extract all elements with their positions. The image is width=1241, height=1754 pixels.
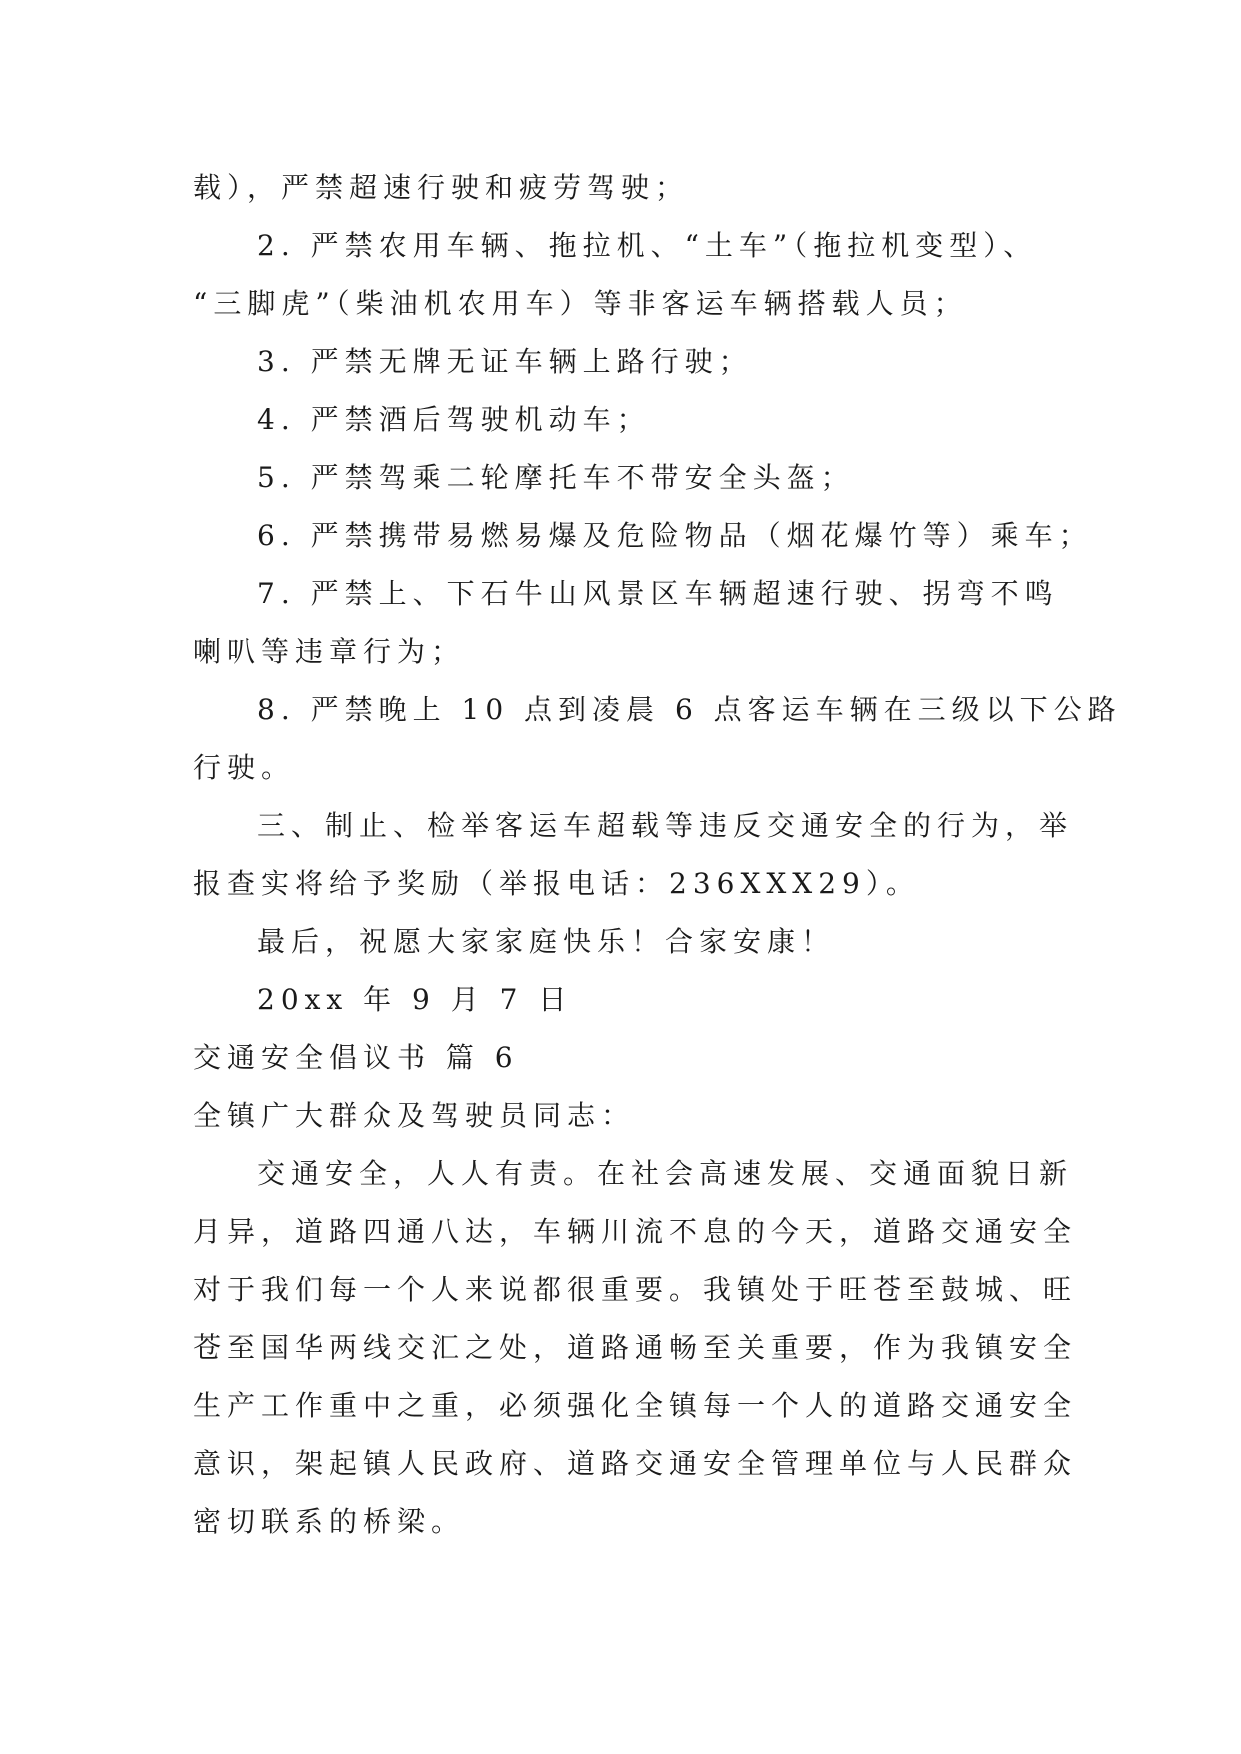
section-three-paragraph: 三、制止、检举客运车超载等违反交通安全的行为，举	[257, 809, 1074, 842]
body-paragraph-line: 生产工作重中之重，必须强化全镇每一个人的道路交通安全	[193, 1389, 1078, 1422]
body-paragraph-line: 月异，道路四通八达，车辆川流不息的今天，道路交通安全	[193, 1215, 1078, 1248]
text-line: 载），严禁超速行驶和疲劳驾驶；	[193, 171, 690, 204]
text-line: “三脚虎”（柴油机农用车）等非客运车辆搭载人员；	[193, 287, 968, 320]
text-line: 行驶。	[193, 751, 296, 784]
list-item-8: 8. 严禁晚上 10 点到凌晨 6 点客运车辆在三级以下公路	[257, 693, 1122, 726]
text-line: 报查实将给予奖励（举报电话：236XXX29）。	[193, 867, 920, 900]
list-item-7: 7. 严禁上、下石牛山风景区车辆超速行驶、拐弯不鸣	[257, 577, 1059, 610]
body-paragraph-line: 对于我们每一个人来说都很重要。我镇处于旺苍至鼓城、旺	[193, 1273, 1078, 1306]
list-item-3: 3. 严禁无牌无证车辆上路行驶；	[257, 345, 753, 378]
list-item-4: 4. 严禁酒后驾驶机动车；	[257, 403, 651, 436]
body-paragraph-line: 密切联系的桥梁。	[193, 1505, 466, 1538]
body-paragraph-line: 交通安全，人人有责。在社会高速发展、交通面貌日新	[257, 1157, 1074, 1190]
section-heading: 交通安全倡议书 篇 6	[193, 1041, 519, 1074]
list-item-2: 2. 严禁农用车辆、拖拉机、“土车”（拖拉机变型）、	[257, 229, 1038, 262]
body-paragraph-line: 苍至国华两线交汇之处，道路通畅至关重要，作为我镇安全	[193, 1331, 1078, 1364]
text-line: 喇叭等违章行为；	[193, 635, 466, 668]
salutation: 全镇广大群众及驾驶员同志：	[193, 1099, 636, 1132]
document-date: 20xx 年 9 月 7 日	[257, 983, 573, 1016]
body-paragraph-line: 意识，架起镇人民政府、道路交通安全管理单位与人民群众	[193, 1447, 1078, 1480]
list-item-5: 5. 严禁驾乘二轮摩托车不带安全头盔；	[257, 461, 855, 494]
list-item-6: 6. 严禁携带易燃易爆及危险物品（烟花爆竹等）乘车；	[257, 519, 1093, 552]
closing-wishes: 最后，祝愿大家家庭快乐！合家安康！	[257, 925, 836, 958]
